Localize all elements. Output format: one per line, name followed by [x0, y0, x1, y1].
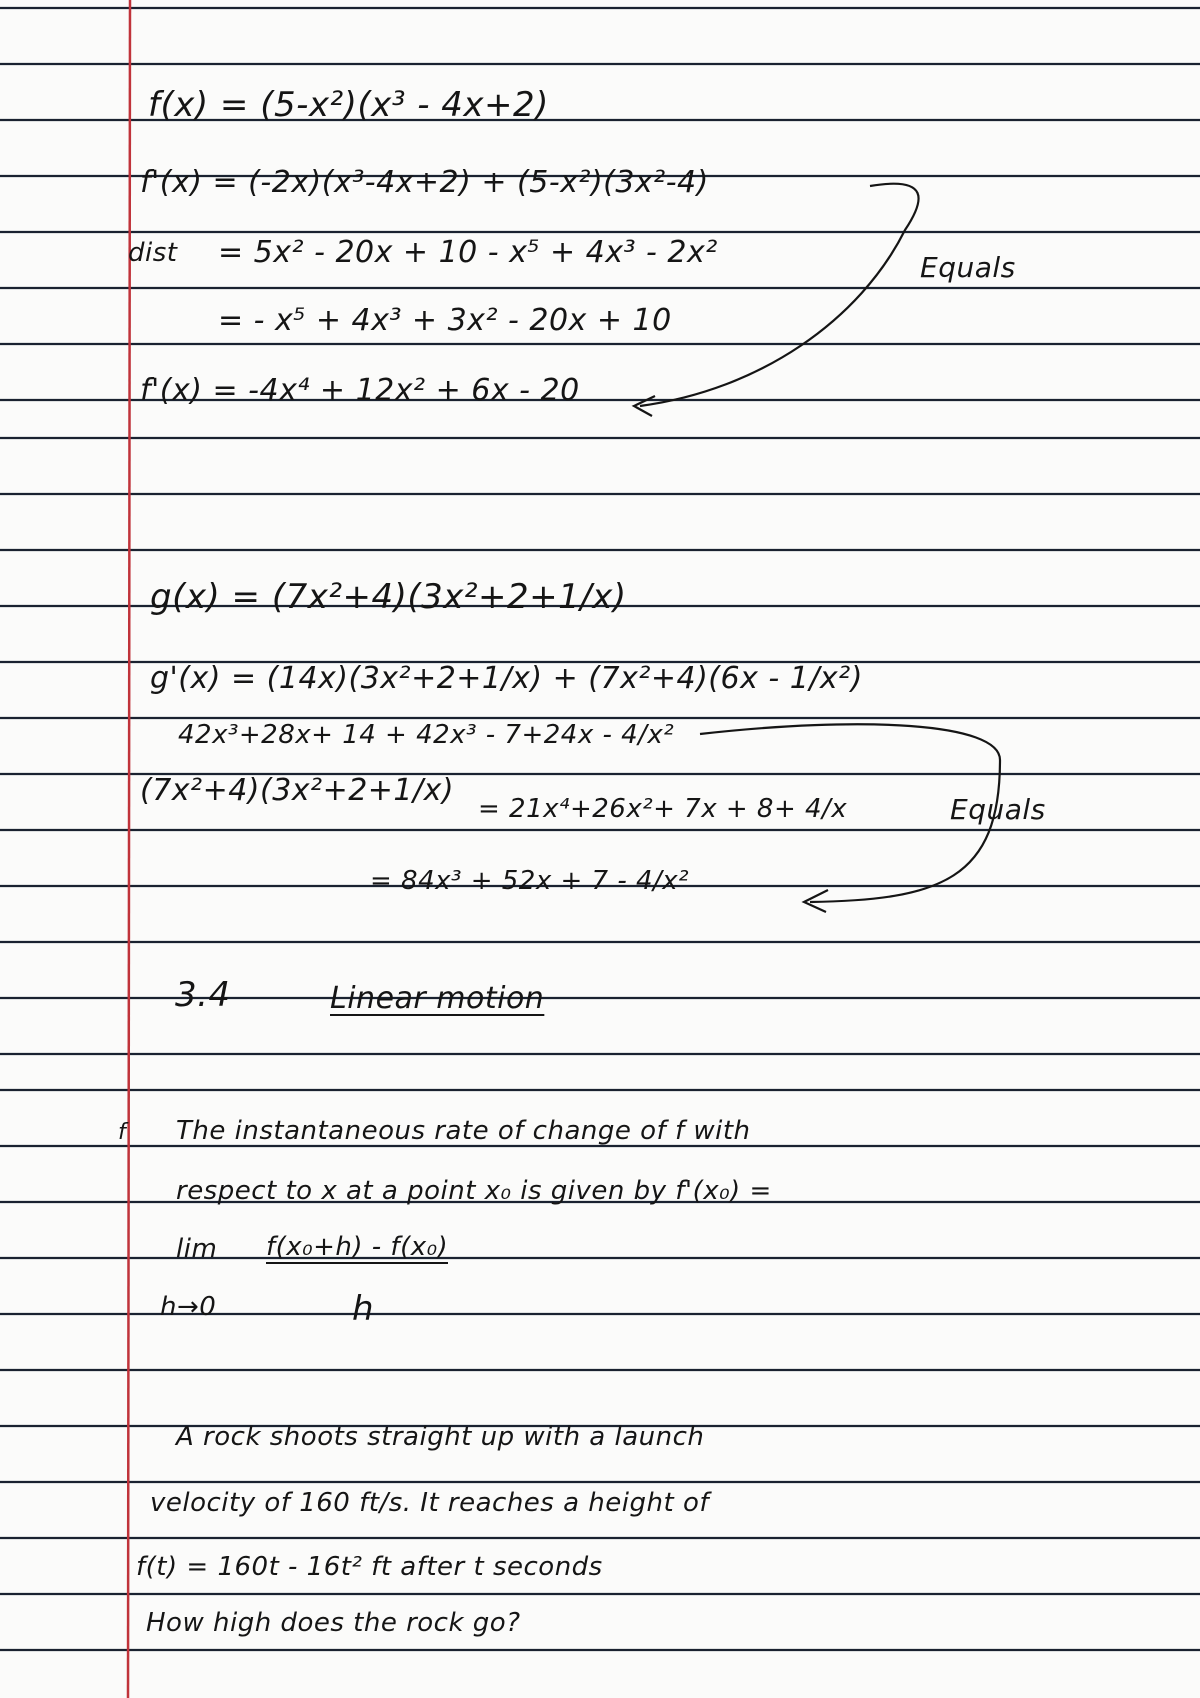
g-definition: g(x) = (7x²+4)(3x²+2+1/x) [150, 577, 627, 617]
limit-numerator: f(x₀+h) - f(x₀) [266, 1232, 449, 1262]
limit-label: lim [176, 1234, 218, 1264]
f-definition: f(x) = (5-x²)(x³ - 4x+2) [148, 85, 549, 125]
section-title: Linear motion [330, 981, 545, 1016]
definition-line-2: respect to x at a point x₀ is given by f'(x₀) = [176, 1176, 772, 1206]
equals-note-2: Equals [950, 793, 1046, 826]
f-simplified-polynomial: = - x⁵ + 4x³ + 3x² - 20x + 10 [218, 303, 672, 338]
g-derivative-expansion: 42x³+28x+ 14 + 42x³ - 7+24x - 4/x² [178, 720, 675, 750]
g-derivative-result: = 84x³ + 52x + 7 - 4/x² [370, 866, 690, 896]
f-derivative-product-rule: f'(x) = (-2x)(x³-4x+2) + (5-x²)(3x²-4) [140, 165, 709, 200]
g-product-check: (7x²+4)(3x²+2+1/x) [140, 773, 455, 808]
equals-arrow-1 [640, 184, 919, 406]
margin-mark: f [118, 1120, 127, 1145]
f-distributed-expansion: = 5x² - 20x + 10 - x⁵ + 4x³ - 2x² [218, 235, 718, 270]
dist-label: dist [128, 238, 178, 268]
problem-question: How high does the rock go? [146, 1608, 521, 1638]
g-derivative-product-rule: g'(x) = (14x)(3x²+2+1/x) + (7x²+4)(6x - 1/x²) [150, 661, 863, 696]
equals-note-1: Equals [920, 251, 1016, 284]
problem-line-2: velocity of 160 ft/s. It reaches a height of [150, 1488, 709, 1518]
limit-subscript: h→0 [160, 1292, 217, 1322]
f-derivative-result: f'(x) = -4x⁴ + 12x² + 6x - 20 [140, 373, 580, 408]
problem-line-3: f(t) = 160t - 16t² ft after t seconds [136, 1552, 603, 1582]
problem-line-1: A rock shoots straight up with a launch [176, 1422, 705, 1452]
limit-denominator: h [352, 1289, 375, 1329]
g-product-expansion: = 21x⁴+26x²+ 7x + 8+ 4/x [478, 794, 848, 824]
definition-line-1: The instantaneous rate of change of f with [176, 1116, 751, 1146]
section-number: 3.4 [175, 975, 231, 1015]
